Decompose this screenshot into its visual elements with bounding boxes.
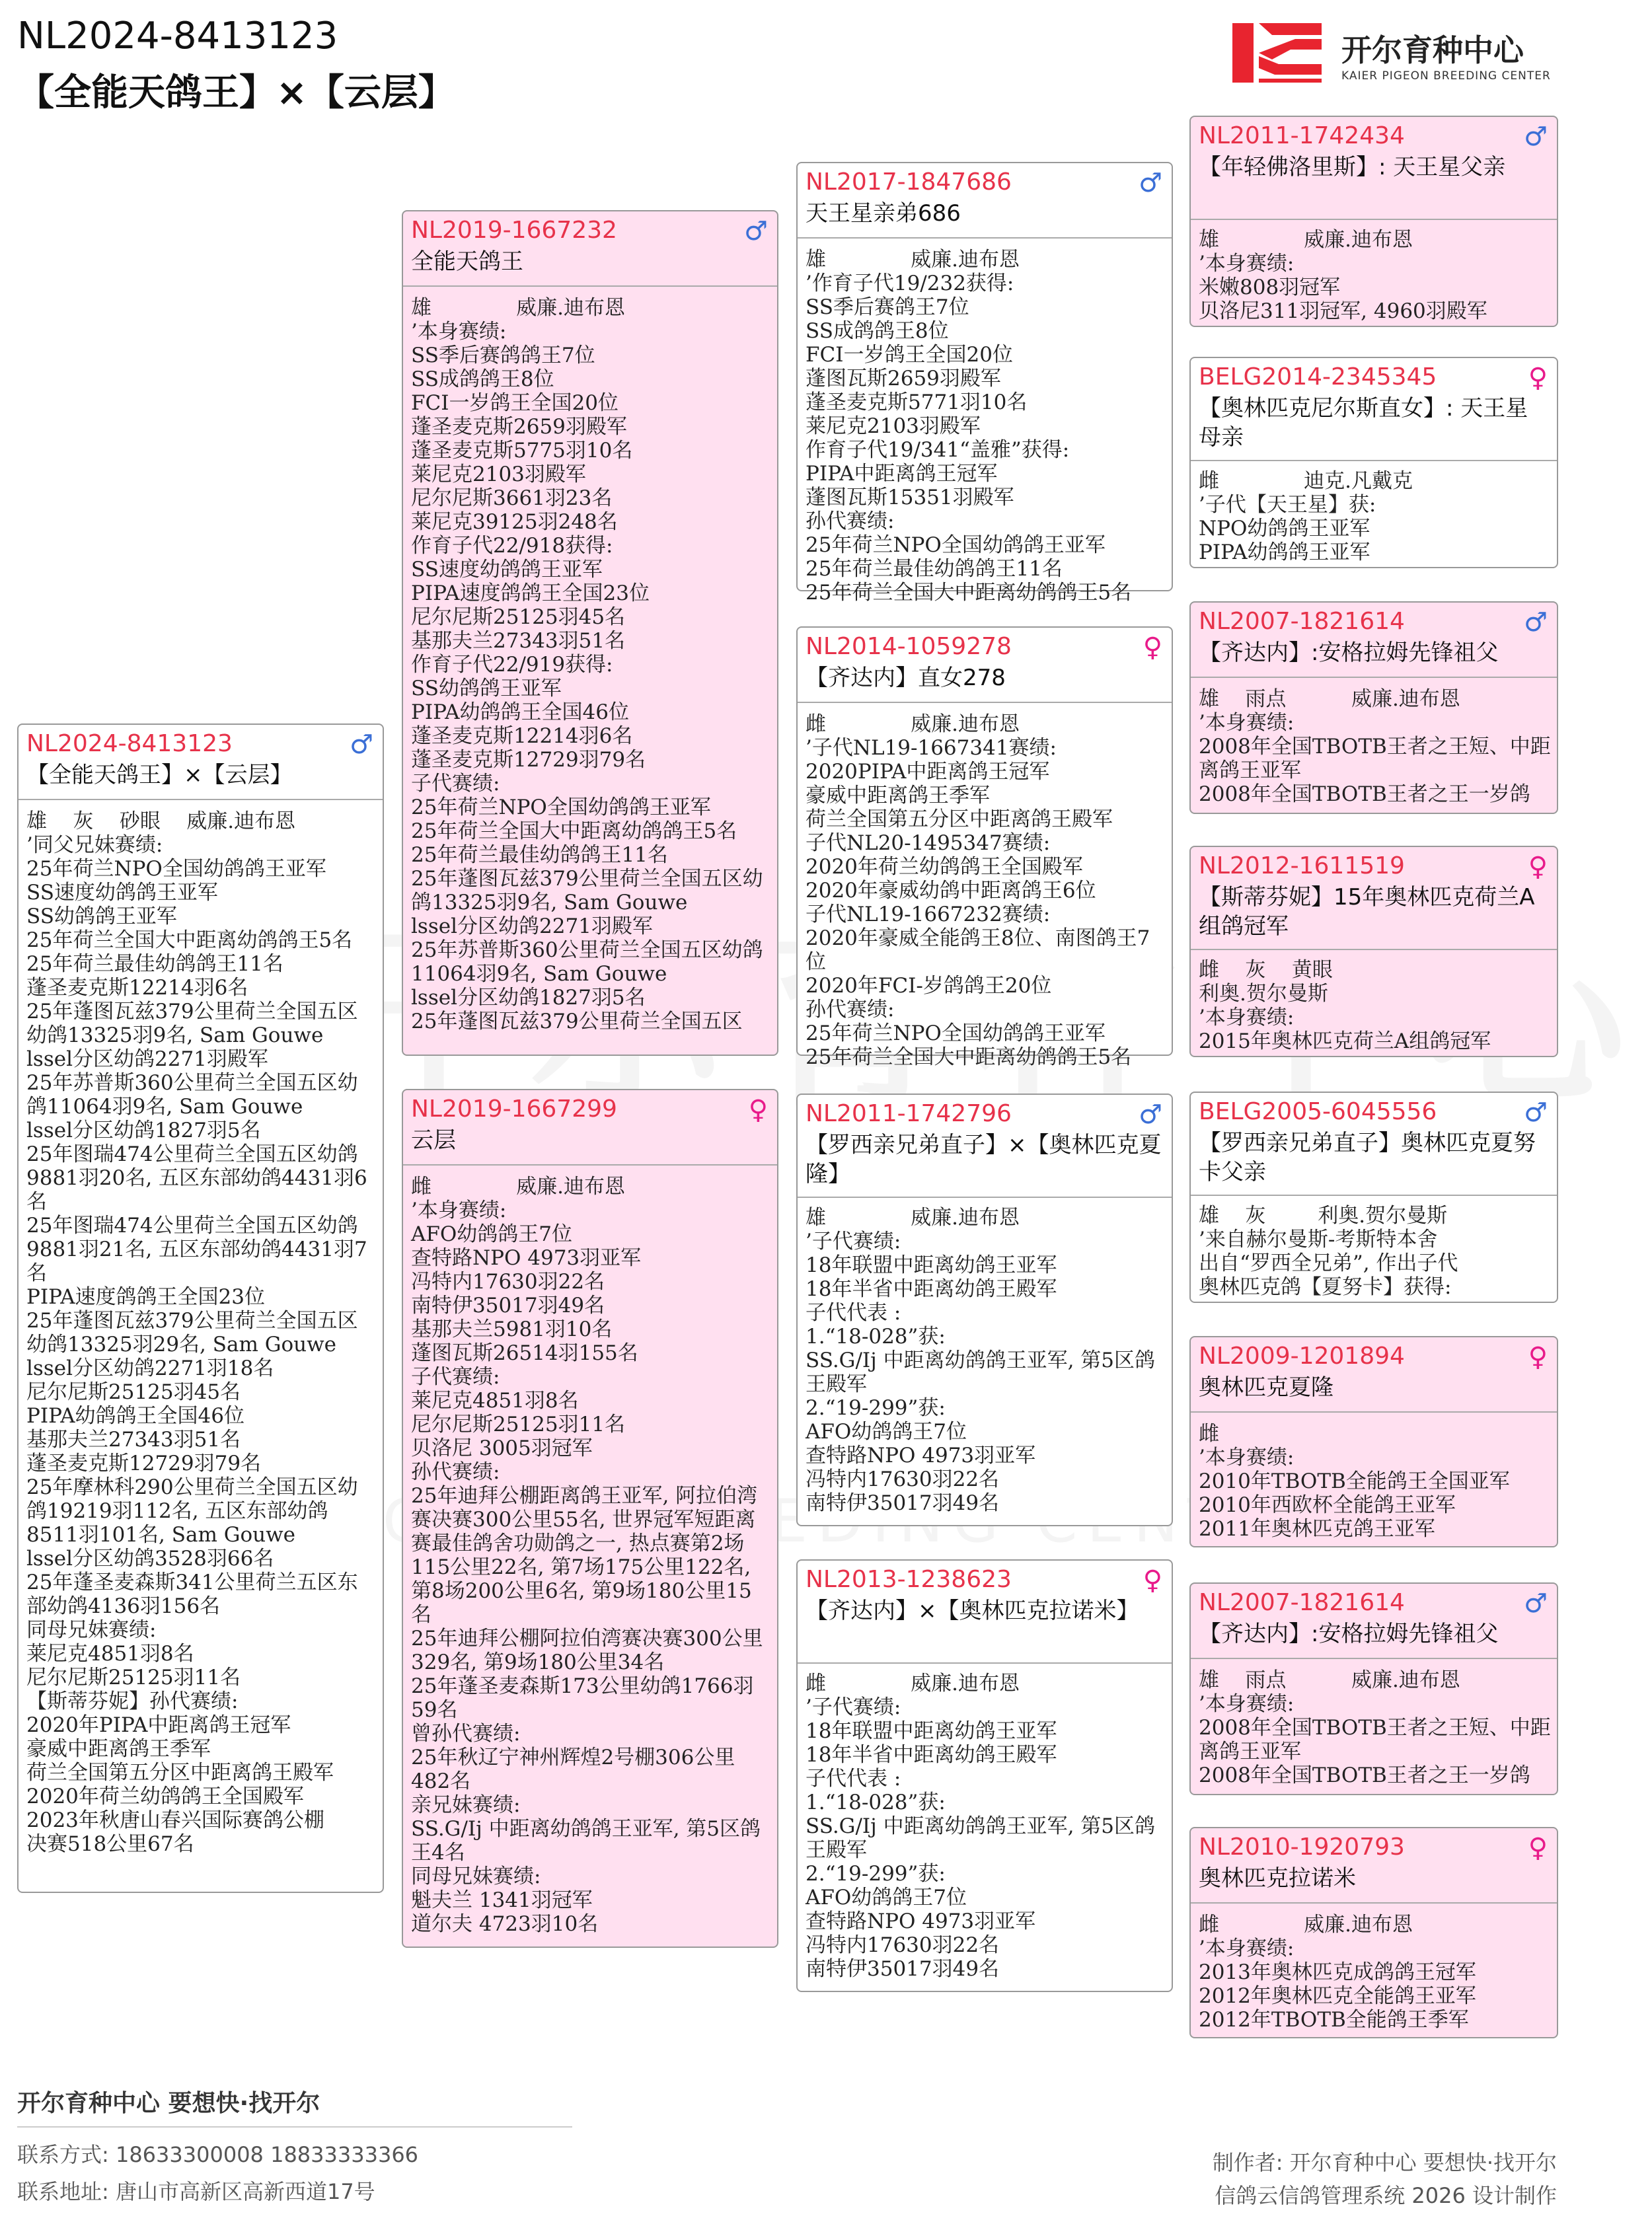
footer-system: 信鸽云信鸽管理系统 2026 设计制作 [1215, 2183, 1557, 2208]
pigeon-name: 【齐达内】:安格拉姆先锋祖父 [1199, 1621, 1499, 1647]
pigeon-details [1199, 1668, 1552, 1794]
pigeon-meta: 雌 威廉.迪布恩 [1199, 1913, 1413, 1937]
brand-name-cn: 开尔育种中心 [1341, 32, 1524, 68]
pigeon-details [806, 248, 1166, 605]
pigeon-name: 奥林匹克夏隆 [1199, 1374, 1333, 1401]
pigeon-name: 奥林匹克拉诺米 [1199, 1865, 1356, 1892]
female-icon: ♀ [1143, 1565, 1162, 1596]
pigeon-meta: 雄 威廉.迪布恩 [806, 1206, 1020, 1230]
divider [1191, 219, 1557, 220]
ring-number: NL2009-1201894 [1199, 1343, 1405, 1370]
card-dss [1189, 1092, 1558, 1303]
divider [1191, 460, 1557, 461]
pigeon-name: 【齐达内】×【奥林匹克拉诺米】 [806, 1598, 1139, 1624]
divider [1191, 949, 1557, 950]
male-icon: ♂ [350, 729, 373, 760]
footer-slogan: 开尔育种中心 要想快·找开尔 [17, 2090, 320, 2117]
pigeon-meta: 雄 灰 利奥.贺尔曼斯 [1199, 1204, 1448, 1228]
pigeon-name: 天王星亲弟686 [806, 200, 961, 227]
ring-number: NL2010-1920793 [1199, 1834, 1405, 1861]
pigeon-results: ’子代赛绩: 18年联盟中距离幼鸽王亚军 18年半省中距离幼鸽王殿军 子代代表 : 1.“18-028”获: SS.G/Ij 中距离幼鸽鸽王亚军, 第5区鸽王殿军 2.“19-299”获: AFO幼鸽鸽王7位 查特路NPO 4973羽亚军 冯特内17630羽22名 南特伊35017羽49名 [806, 1695, 1156, 1981]
footer-contact: 联系方式: 18633300008 18833333366 [17, 2142, 419, 2167]
card-dam-sire [796, 1094, 1173, 1526]
pigeon-meta: 雄 威廉.迪布恩 [1199, 228, 1413, 252]
pigeon-details [1199, 958, 1552, 1056]
pigeon-results: ’本身赛绩: 2013年奥林匹克成鸽鸽王冠军 2012年奥林匹克全能鸽王亚军 2012年TBOTB全能鸽王季军 [1199, 1937, 1476, 2032]
brand-name-en: KAIER PIGEON BREEDING CENTER [1341, 69, 1551, 83]
pigeon-results: ’本身赛绩: 米嫩808羽冠军 贝洛尼311羽冠军, 4960羽殿军 [1199, 252, 1487, 323]
ring-number: BELG2014-2345345 [1199, 363, 1437, 390]
pigeon-name: 【齐达内】直女278 [806, 665, 1006, 691]
pigeon-name: 【罗西亲兄弟直子】×【奥林匹克夏隆】 [806, 1132, 1162, 1187]
pigeon-details [411, 296, 772, 1055]
card-sire [402, 210, 778, 1056]
pigeon-details [1199, 687, 1552, 813]
pigeon-name: 【斯蒂芬妮】15年奥林匹克荷兰A组鸽冠军 [1199, 884, 1535, 940]
pigeon-results: ’本身赛绩: AFO幼鸽鸽王7位 查特路NPO 4973羽亚军 冯特内17630羽22名 南特伊35017羽49名 基那夫兰5981羽10名 蓬图瓦斯26514羽155名 子代赛绩: 莱尼克4851羽8名 尼尔尼斯25125羽11名 贝洛尼 3005羽冠军 孙代赛绩: 25年迪拜公棚距离鸽王亚军, 阿拉伯湾赛决赛300公里55名, 世界冠军短距离赛最佳鸽舍功勋鸽之一, 热点赛第2场115公里22名, 第7场175公里122名, 第8场200公里6名, 第9场180公里15名 25年迪拜公棚阿拉伯湾赛决赛300公里329名, 第9场180公里34名 25年蓬圣麦森斯173公里幼鸽1766羽59名 曾孙代赛绩: 25年秋辽宁神州辉煌2号棚306公里482名 亲兄妹赛绩: SS.G/Ij 中距离幼鸽鸽王亚军, 第5区鸽王4名 同母兄妹赛绩: 魁夫兰 1341羽冠军 道尔夫 4723羽10名 [411, 1199, 763, 1936]
pigeon-meta: 雄 雨点 威廉.迪布恩 [1199, 1668, 1460, 1692]
pigeon-meta: 雄 雨点 威廉.迪布恩 [1199, 687, 1460, 711]
female-icon: ♀ [1528, 1833, 1548, 1863]
ring-number: NL2014-1059278 [806, 633, 1012, 660]
pigeon-meta: 雌 灰 黄眼 利奥.贺尔曼斯 [1199, 958, 1333, 1006]
pigeon-meta: 雄 威廉.迪布恩 [806, 248, 1020, 272]
ring-number: BELG2005-6045556 [1199, 1098, 1437, 1125]
female-icon: ♀ [1528, 1342, 1548, 1372]
ring-number: NL2007-1821614 [1199, 1589, 1405, 1616]
pigeon-details [806, 1672, 1166, 1991]
female-icon: ♀ [1143, 632, 1162, 663]
male-icon: ♂ [1524, 122, 1548, 152]
pigeon-details [26, 809, 377, 1892]
footer-maker: 制作者: 开尔育种中心 要想快·找开尔 [1212, 2150, 1557, 2175]
ring-number: NL2017-1847686 [806, 168, 1012, 196]
male-icon: ♂ [1139, 1099, 1162, 1130]
footer-address: 联系地址: 唐山市高新区高新西道17号 [17, 2179, 375, 2204]
male-icon: ♂ [1139, 168, 1162, 198]
ring-number: NL2024-8413123 [26, 730, 233, 757]
footer-divider [17, 2126, 572, 2128]
card-sss [1189, 116, 1558, 327]
ring-number: NL2011-1742434 [1199, 122, 1405, 149]
card-sire-dam [796, 626, 1173, 1069]
pigeon-meta: 雌 威廉.迪布恩 [411, 1175, 625, 1199]
card-ssd [1189, 357, 1558, 568]
divider [798, 237, 1172, 239]
divider [19, 799, 383, 800]
divider [798, 702, 1172, 703]
male-icon: ♂ [744, 216, 768, 246]
pigeon-name: 【年轻佛洛里斯】: 天王星父亲 [1199, 154, 1506, 180]
ring-number: NL2011-1742796 [806, 1100, 1012, 1127]
pigeon-details [806, 1206, 1166, 1525]
pigeon-name: 【齐达内】:安格拉姆先锋祖父 [1199, 640, 1499, 666]
pigeon-results: ’本身赛绩: SS季后赛鸽鸽王7位 SS成鸽鸽王8位 FCI一岁鸽王全国20位 蓬圣麦克斯2659羽殿军 蓬圣麦克斯5775羽10名 莱尼克2103羽殿军 尼尔尼斯3661羽23名 莱尼克39125羽248名 作育子代22/918获得: SS速度幼鸽鸽王亚军 PIPA速度鸽鸽王全国23位 尼尔尼斯25125羽45名 基那夫兰27343羽51名 作育子代22/919获得: SS幼鸽鸽王亚军 PIPA幼鸽鸽王全国46位 蓬圣麦克斯12214羽6名 蓬圣麦克斯12729羽79名 子代赛绩: 25年荷兰NPO全国幼鸽鸽王亚军 25年荷兰全国大中距离幼鸽鸽王5名 25年荷兰最佳幼鸽鸽王11名 25年蓬图瓦兹379公里荷兰全国五区幼鸽13325羽9名, Sam Gouwe lssel分区幼鸽2271羽殿军 25年苏普斯360公里荷兰全国五区幼鸽11064羽9名, Sam Gouwe lssel分区幼鸽1827羽5名 25年蓬图瓦兹379公里荷兰全国五区 [411, 320, 763, 1033]
pigeon-details [1199, 469, 1552, 567]
divider [403, 285, 777, 287]
card-dam [402, 1089, 778, 1948]
pigeon-meta: 雄 威廉.迪布恩 [411, 296, 625, 320]
pigeon-name: 【奥林匹克尼尔斯直女】: 天王星母亲 [1199, 395, 1528, 451]
pigeon-meta: 雌 威廉.迪布恩 [806, 712, 1020, 736]
divider [1191, 677, 1557, 678]
pigeon-results: ’本身赛绩: 2015年奥林匹克荷兰A组鸽冠军 [1199, 1006, 1491, 1053]
pigeon-details [1199, 228, 1552, 326]
pigeon-meta: 雌 迪克.凡戴克 [1199, 469, 1413, 493]
card-subject [17, 723, 384, 1893]
male-icon: ♂ [1524, 607, 1548, 638]
card-sdd [1189, 846, 1558, 1057]
male-icon: ♂ [1524, 1097, 1548, 1128]
card-sire-sire [796, 162, 1173, 605]
pigeon-meta: 雄 灰 砂眼 威廉.迪布恩 [26, 809, 296, 833]
divider [1191, 1658, 1557, 1659]
pigeon-meta: 雌 [1199, 1422, 1219, 1446]
divider [798, 1662, 1172, 1664]
female-icon: ♀ [748, 1095, 768, 1125]
pigeon-name: 全能天鸽王 [411, 248, 523, 275]
pigeon-name: 【罗西亲兄弟直子】奥林匹克夏努卡父亲 [1199, 1130, 1536, 1185]
card-dam-dam [796, 1559, 1173, 1992]
card-dds [1189, 1582, 1558, 1795]
female-icon: ♀ [1528, 852, 1548, 882]
pigeon-results: ’子代【天王星】获: NPO幼鸽鸽王亚军 PIPA幼鸽鸽王亚军 [1199, 493, 1376, 564]
ring-number: NL2012-1611519 [1199, 852, 1405, 879]
pigeon-results: ’本身赛绩: 2008年全国TBOTB王者之王短、中距离鸽王亚军 2008年全国TBOTB王者之王一岁鸽 [1199, 1692, 1551, 1787]
pigeon-results: ’同父兄妹赛绩: 25年荷兰NPO全国幼鸽鸽王亚军 SS速度幼鸽鸽王亚军 SS幼鸽鸽王亚军 25年荷兰全国大中距离幼鸽鸽王5名 25年荷兰最佳幼鸽鸽王11名 蓬圣麦克斯12214羽6名 25年蓬图瓦兹379公里荷兰全国五区幼鸽13325羽9名, Sam Gouwe lssel分区幼鸽2271羽殿军 25年苏普斯360公里荷兰全国五区幼鸽11064羽9名, Sam Gouwe lssel分区幼鸽1827羽5名 25年图瑞474公里荷兰全国五区幼鸽9881羽20名, 五区东部幼鸽4431羽6名 25年图瑞474公里荷兰全国五区幼鸽9881羽21名, 五区东部幼鸽4431羽7名 PIPA速度鸽鸽王全国23位 25年蓬图瓦兹379公里荷兰全国五区幼鸽13325羽29名, Sam Gouwe lssel分区幼鸽2271羽18名 尼尔尼斯25125羽45名 PIPA幼鸽鸽王全国46位 基那夫兰27343羽51名 蓬圣麦克斯12729羽79名 25年摩林科290公里荷兰全国五区幼鸽19219羽112名, 五区东部幼鸽8511羽101名, Sam Gouwe lssel分区幼鸽3528羽66名 25年蓬圣麦森斯341公里荷兰五区东部幼鸽4136羽156名 同母兄妹赛绩: 莱尼克4851羽8名 尼尔尼斯25125羽11名 【斯蒂芬妮】孙代赛绩: 2020年PIPA中距离鸽王冠军 豪威中距离鸽王季军 荷兰全国第五分区中距离鸽王殿军 2020年荷兰幼鸽鸽王全国殿军 2023年秋唐山春兴国际赛鸽公棚 决赛518公里67名 [26, 833, 367, 1856]
pigeon-results: ’作育子代19/232获得: SS季后赛鸽王7位 SS成鸽鸽王8位 FCI一岁鸽王全国20位 蓬图瓦斯2659羽殿军 蓬圣麦克斯5771羽10名 莱尼克2103羽殿军 作育子代19/341“盖雅”获得: PIPA中距离鸽王冠军 蓬图瓦斯15351羽殿军 孙代赛绩: 25年荷兰NPO全国幼鸽鸽王亚军 25年荷兰最佳幼鸽鸽王11名 25年荷兰全国大中距离幼鸽鸽王5名 [806, 272, 1132, 605]
pigeon-details [1199, 1204, 1552, 1302]
pigeon-results: ’来自赫尔曼斯-考斯特本舍 出自“罗西全兄弟”, 作出子代 奥林匹克鸽【夏努卡】获得: [1199, 1228, 1458, 1299]
pigeon-name: 云层 [411, 1127, 456, 1154]
ring-number: NL2019-1667232 [411, 217, 617, 244]
pedigree-ring-number: NL2024-8413123 [17, 15, 338, 57]
ring-number: NL2013-1238623 [806, 1566, 1012, 1593]
card-ddd [1189, 1827, 1558, 2038]
pigeon-details [806, 712, 1166, 1069]
divider [798, 1197, 1172, 1198]
pigeon-details [1199, 1913, 1552, 2037]
brand-logo [1232, 23, 1559, 89]
ring-number: NL2007-1821614 [1199, 608, 1405, 635]
divider [403, 1164, 777, 1166]
divider [1191, 1195, 1557, 1196]
pigeon-results: ’子代NL19-1667341赛绩: 2020PIPA中距离鸽王冠军 豪威中距离鸽王季军 荷兰全国第五分区中距离鸽王殿军 子代NL20-1495347赛绩: 2020年荷兰幼鸽鸽王全国殿军 2020年豪威幼鸽中距离鸽王6位 子代NL19-1667232赛绩: 2020年豪威全能鸽王8位、南图鸽王7位 2020年FCI-岁鸽鸽王20位 孙代赛绩: 25年荷兰NPO全国幼鸽鸽王亚军 25年荷兰全国大中距离幼鸽鸽王5名 [806, 736, 1150, 1069]
pigeon-meta: 雌 威廉.迪布恩 [806, 1672, 1020, 1695]
divider [1191, 1411, 1557, 1413]
pigeon-name: 【全能天鸽王】×【云层】 [26, 762, 293, 788]
female-icon: ♀ [1528, 363, 1548, 393]
pedigree-cross-title: 【全能天鸽王】×【云层】 [17, 71, 455, 114]
kaier-logo-icon [1232, 23, 1322, 83]
pigeon-results: ’子代赛绩: 18年联盟中距离幼鸽王亚军 18年半省中距离幼鸽王殿军 子代代表 : 1.“18-028”获: SS.G/Ij 中距离幼鸽鸽王亚军, 第5区鸽王殿军 2.“19-299”获: AFO幼鸽鸽王7位 查特路NPO 4973羽亚军 冯特内17630羽22名 南特伊35017羽49名 [806, 1230, 1156, 1515]
male-icon: ♂ [1524, 1588, 1548, 1619]
card-sds [1189, 601, 1558, 814]
ring-number: NL2019-1667299 [411, 1095, 617, 1123]
divider [1191, 1902, 1557, 1904]
pigeon-results: ’本身赛绩: 2010年TBOTB全能鸽王全国亚军 2010年西欧杯全能鸽王亚军 2011年奥林匹克鸽王亚军 [1199, 1446, 1510, 1541]
pigeon-details [1199, 1422, 1552, 1546]
pigeon-results: ’本身赛绩: 2008年全国TBOTB王者之王短、中距离鸽王亚军 2008年全国TBOTB王者之王一岁鸽 [1199, 711, 1551, 806]
card-dsd [1189, 1336, 1558, 1547]
pigeon-details [411, 1175, 772, 1947]
